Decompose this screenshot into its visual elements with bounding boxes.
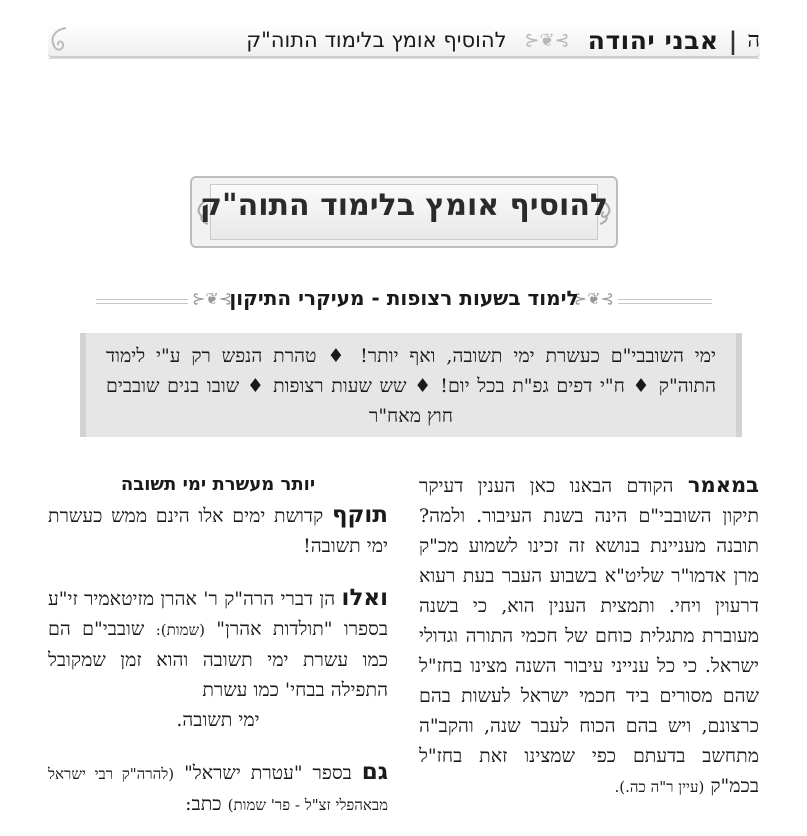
right-body-text: הקודם הבאנו כאן הענין דעיקר תיקון השובבי"ם הינה בשנת העיבור. ולמה? תובנה מעניינת בנושא זה זכינו לשמוע מכ"ק מרן אדמו"ר שליט"א בשבוע העבר בעת רעוא דרעוין ויחי. ותמצית הענין הוא, כי בשנה מעוברת מתגלית כוחם של חכמי התורה וגדולי ישראל. כי כל ענייני עיבור השנה מצינו בחז"ל שהם מסורים ביד חכמי ישראל לעשות בהם כרצונם, ויש בהם הכוח לעבר שנה, והקב"ה מתחשב בדעתם כפי שמצינו זאת בחז"ל בכמ"ק bbox=[419, 475, 759, 797]
para2-quote: שובבי"ם הם כמו עשרת ימי תשובה והוא זמן שמקובל התפילה בבחי' כמו עשרת bbox=[48, 618, 388, 701]
left-column bbox=[48, 470, 388, 820]
para2-source-ref: (שמות): bbox=[155, 621, 205, 639]
right-source-ref: (עיין ר"ה כה.). bbox=[614, 778, 705, 796]
para2-last-line: ימי תשובה. bbox=[176, 709, 260, 731]
para3-text: בספר "עטרת ישראל" bbox=[184, 762, 352, 784]
header-content bbox=[246, 24, 760, 56]
running-header bbox=[48, 20, 760, 60]
para2-text: הן דברי הרה"ק ר' אהרן מזיטאמיר זי"ע בספרו "תולדות אהרן" bbox=[48, 588, 388, 640]
para1-lead-word: תוקף bbox=[331, 502, 388, 528]
subtitle-ornament-right-icon: ⊱❦⊰ bbox=[573, 289, 614, 308]
subtitle: לימוד בשעות רצופות - מעיקרי התיקון bbox=[229, 286, 579, 310]
section-heading: יותר מעשרת ימי תשובה bbox=[120, 474, 316, 495]
header-underline bbox=[48, 58, 760, 59]
paragraph-gap bbox=[48, 561, 388, 583]
right-paragraph bbox=[419, 470, 759, 802]
header-separator: | bbox=[728, 25, 738, 55]
para3-lead-word: גם bbox=[361, 759, 388, 785]
para3-source-ref: (להרה"ק רבי ישראל מבאהפלי זצ"ל - פר' שמות) bbox=[48, 765, 388, 814]
header-ornament-icon: ⊱❦⊰ bbox=[524, 29, 570, 51]
subtitle-rule-right bbox=[618, 299, 712, 304]
article-title: להוסיף אומץ בלימוד התוה"ק bbox=[199, 188, 609, 223]
para3-end: כתב: bbox=[185, 793, 222, 815]
header-topic: להוסיף אומץ בלימוד התוה"ק bbox=[246, 28, 507, 52]
left-paragraph-3 bbox=[48, 757, 388, 820]
summary-text: ימי השובבי"ם כעשרת ימי תשובה, ואף יותר! ♦ טהרת הנפש רק ע"י לימוד התוה"ק ♦ ח"י דפים גפ"ת בכל יום! ♦ שש שעות רצופות ♦ שובו בנים שובבים חוץ מאח"ר bbox=[106, 345, 716, 427]
left-paragraph-1 bbox=[48, 500, 388, 561]
summary-box bbox=[80, 333, 742, 437]
scroll-ornament-icon bbox=[48, 26, 70, 54]
subtitle-rule-left bbox=[96, 299, 188, 304]
title-plaque bbox=[190, 176, 618, 248]
book-title: אבני יהודה bbox=[587, 25, 719, 55]
para2-lead-word: ואלו bbox=[341, 585, 388, 611]
page-number: ה bbox=[747, 28, 760, 53]
paragraph-gap bbox=[48, 735, 388, 757]
subtitle-row bbox=[96, 286, 712, 314]
para1-text: קדושת ימים אלו הינם ממש כעשרת ימי תשובה! bbox=[48, 505, 388, 557]
right-lead-word: במאמר bbox=[687, 473, 759, 497]
right-column bbox=[419, 470, 759, 802]
subtitle-ornament-left-icon: ⊱❦⊰ bbox=[192, 289, 233, 308]
left-paragraph-2 bbox=[48, 583, 388, 705]
